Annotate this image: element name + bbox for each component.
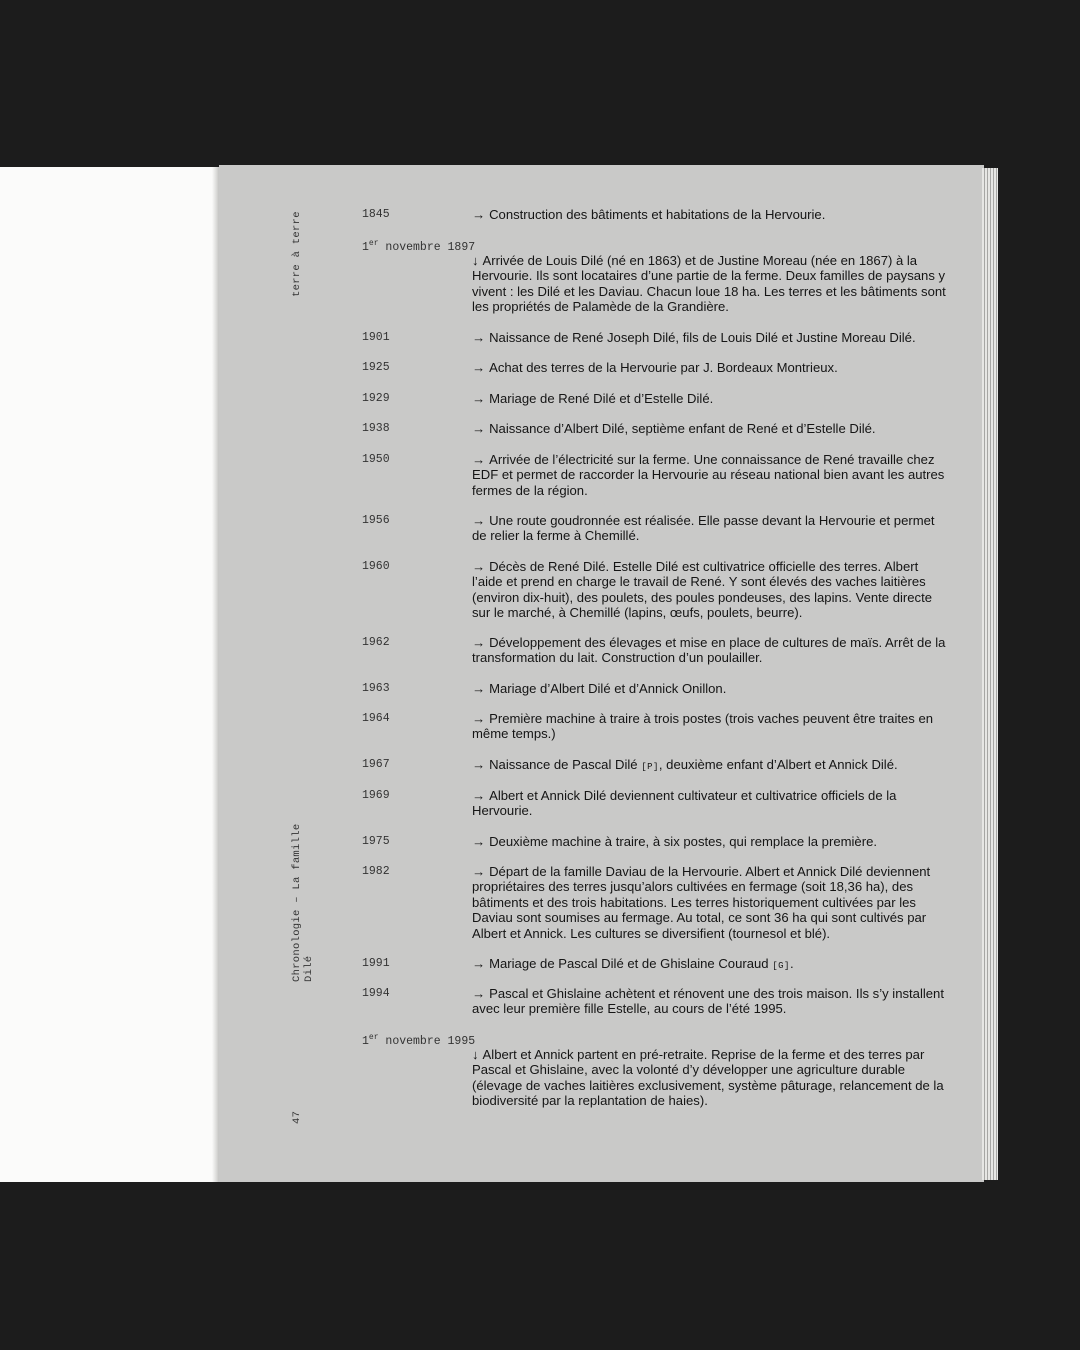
right-arrow-icon: → [472,956,486,971]
entry-text: → Développement des élevages et mise en place de cultures de maïs. Arrêt de la transformation du lait. Construction d’un poulailler. [472,635,946,666]
entry-text: → Albert et Annick Dilé deviennent cultivateur et cultivatrice officiels de la Hervourie. [472,788,897,819]
entry-text: → Arrivée de l’électricité sur la ferme. Une connaissance de René travaille chez EDF et permet de raccorder la Hervourie au réseau national bien avant les autres fermes de la région. [472,452,945,498]
entry-date: 1969 [362,789,390,802]
right-arrow-icon: → [472,207,486,222]
right-arrow-icon: → [472,834,486,849]
entry-text: → Départ de la famille Daviau de la Hervourie. Albert et Annick Dilé deviennent propriétaires des terres jusqu’alors cultivées en fermage (soit 18,36 ha), des bâtiments et des trois habitations. Les terres historiquement cultivées par les Daviau sont soumises au fermage. Au total, ce sont 36 ha qui sont cultivés par Albert et Annick. Les cultures se diversifient (tournesol et blé). [472,864,931,941]
entry-text: ↓ Arrivée de Louis Dilé (né en 1863) et de Justine Moreau (née en 1867) à la Hervourie. Ils sont locataires d’une partie de la ferme. Deux familles de paysans y vivent : les Dilé et les Daviau. Chacun loue 18 ha. Les terres et les bâtiments sont les propriétés de Palamède de la Grandière. [472,253,946,315]
down-arrow-icon: ↓ [472,1047,479,1062]
entry-date: 1845 [362,208,390,221]
entry-text: → Mariage de Pascal Dilé et de Ghislaine Couraud [G]. [472,956,794,971]
entry-text: → Construction des bâtiments et habitations de la Hervourie. [472,207,826,222]
entry-text: → Naissance de René Joseph Dilé, fils de Louis Dilé et Justine Moreau Dilé. [472,330,916,345]
entry-date: 1982 [362,865,390,878]
right-arrow-icon: → [472,513,486,528]
running-head: terre à terre [291,211,303,297]
person-ref: [G] [772,961,790,971]
entry-text: → Achat des terres de la Hervourie par J. Bordeaux Montrieux. [472,360,838,375]
section-title: Chronologie – La famille Dilé [291,823,315,982]
right-arrow-icon: → [472,391,486,406]
entry-date: 1963 [362,682,390,695]
right-arrow-icon: → [472,635,486,650]
left-page [0,167,217,1182]
entry-text: → Pascal et Ghislaine achètent et rénovent une des trois maison. Ils s’y installent avec leur première fille Estelle, au cours de l’été 1995. [472,986,944,1017]
entry-text: → Une route goudronnée est réalisée. Elle passe devant la Hervourie et permet de relier la ferme à Chemillé. [472,513,935,544]
right-page [219,165,984,1182]
entry-date: 1994 [362,987,390,1000]
page-edges [982,168,998,1180]
right-arrow-icon: → [472,330,486,345]
entry-text: → Première machine à traire à trois postes (trois vaches peuvent être traites en même temps.) [472,711,934,742]
entry-date: 1938 [362,422,390,435]
entry-text: → Naissance d’Albert Dilé, septième enfant de René et d’Estelle Dilé. [472,421,876,436]
right-arrow-icon: → [472,864,486,879]
right-arrow-icon: → [472,452,486,467]
right-arrow-icon: → [472,757,486,772]
entry-text: → Mariage d’Albert Dilé et d’Annick Onillon. [472,681,727,696]
right-arrow-icon: → [472,788,486,803]
right-arrow-icon: → [472,421,486,436]
entry-text: → Naissance de Pascal Dilé [P], deuxième enfant d’Albert et Annick Dilé. [472,757,898,772]
entry-date: 1929 [362,392,390,405]
entry-date: 1960 [362,560,390,573]
entry-date: 1er novembre 1995 [362,1033,476,1048]
person-ref: [P] [641,762,659,772]
entry-date: 1901 [362,331,390,344]
entry-date: 1967 [362,758,390,771]
entry-text: → Décès de René Dilé. Estelle Dilé est cultivatrice officielle des terres. Albert l’aide et prend en charge le travail de René. Y sont élevés des vaches laitières (environ dix-huit), des poulets, des poules pondeuses, des lapins. Vente directe sur le marché, à Chemillé (lapins, œufs, poulets, beurre). [472,559,933,621]
right-arrow-icon: → [472,559,486,574]
entry-text: → Deuxième machine à traire, à six postes, qui remplace la première. [472,834,877,849]
entry-date: 1964 [362,712,390,725]
right-arrow-icon: → [472,360,486,375]
entry-date: 1er novembre 1897 [362,239,476,254]
entry-text: → Mariage de René Dilé et d’Estelle Dilé. [472,391,714,406]
entry-date: 1950 [362,453,390,466]
entry-date: 1975 [362,835,390,848]
down-arrow-icon: ↓ [472,253,479,268]
right-arrow-icon: → [472,681,486,696]
entry-date: 1956 [362,514,390,527]
page-number: 47 [291,1110,303,1124]
right-arrow-icon: → [472,711,486,726]
right-arrow-icon: → [472,986,486,1001]
entry-date: 1991 [362,957,390,970]
entry-text: ↓ Albert et Annick partent en pré-retraite. Reprise de la ferme et des terres par Pascal et Ghislaine, avec la volonté d’y développer une agriculture durable (élevage de vaches laitières exclusivement, système pâturage, relancement de la biodiversité par la replantation de haies). [472,1047,944,1109]
entry-date: 1925 [362,361,390,374]
entry-date: 1962 [362,636,390,649]
